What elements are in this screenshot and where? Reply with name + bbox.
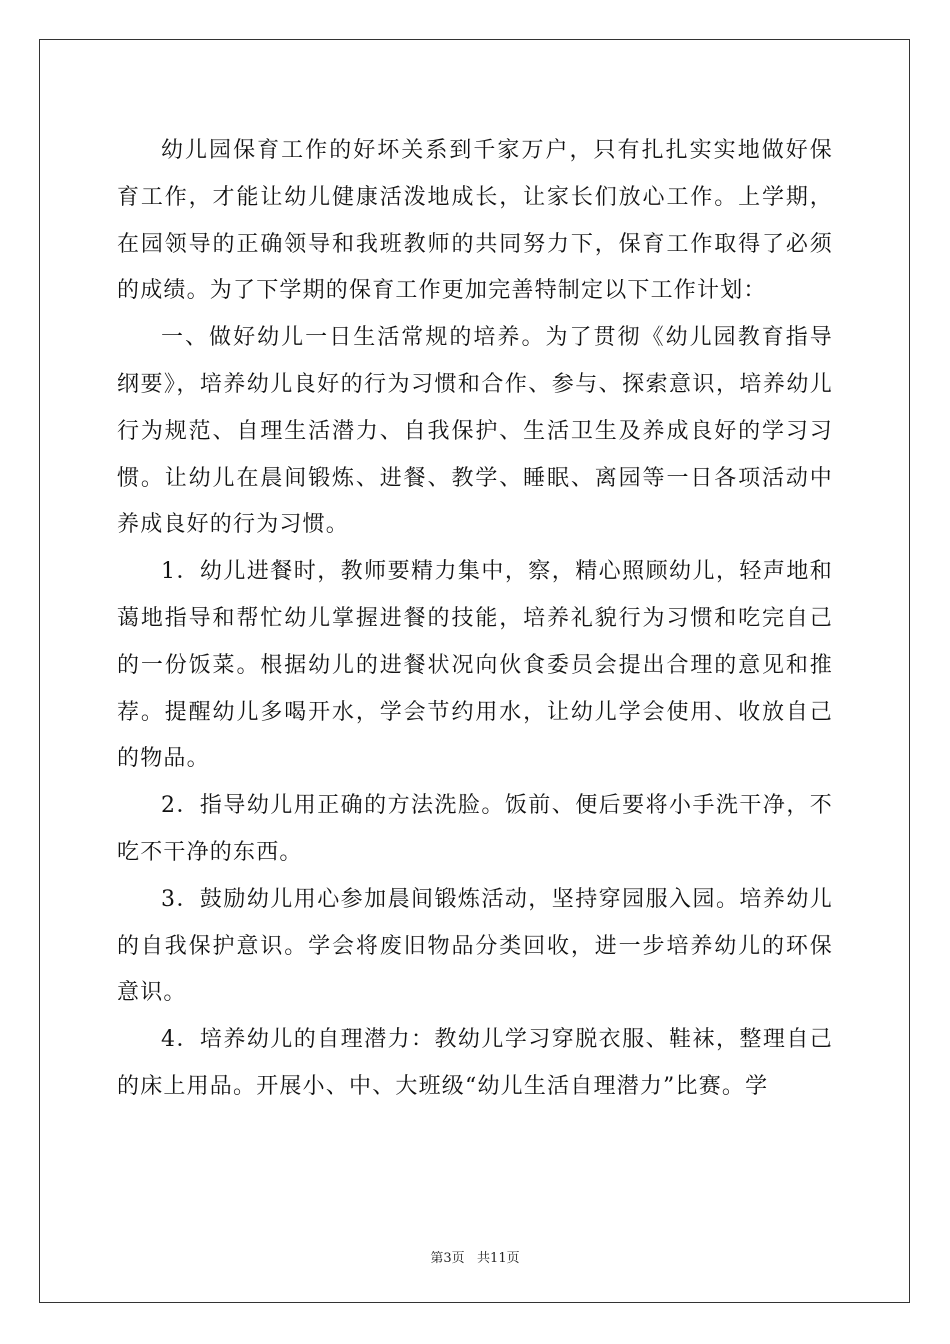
- document-body: [117, 128, 833, 1111]
- paragraph-item-2: 2．指导幼儿用正确的方法洗脸。饭前、便后要将小手洗干净，不吃不干净的东西。: [117, 793, 833, 865]
- paragraph-section-1: 一、做好幼儿一日生活常规的培养。为了贯彻《幼儿园教育指导纲要》，培养幼儿良好的行为习惯和合作、参与、探索意识，培养幼儿行为规范、自理生活潜力、自我保护、生活卫生及养成良好的学习习惯。让幼儿在晨间锻炼、进餐、教学、睡眠、离园等一日各项活动中养成良好的行为习惯。: [117, 325, 833, 538]
- paragraph-item-4: 4．培养幼儿的自理潜力：教幼儿学习穿脱衣服、鞋袜，整理自己的床上用品。开展小、中、大班级“幼儿生活自理潜力”比赛。学: [117, 1027, 833, 1099]
- paragraph-intro: 幼儿园保育工作的好坏关系到千家万户，只有扎扎实实地做好保育工作，才能让幼儿健康活泼地成长，让家长们放心工作。上学期，在园领导的正确领导和我班教师的共同努力下，保育工作取得了必须的成绩。为了下学期的保育工作更加完善特制定以下工作计划：: [117, 138, 833, 304]
- paragraph-item-1: 1．幼儿进餐时，教师要精力集中，察，精心照顾幼儿，轻声地和蔼地指导和帮忙幼儿掌握进餐的技能，培养礼貌行为习惯和吃完自己的一份饭菜。根据幼儿的进餐状况向伙食委员会提出合理的意见和推荐。提醒幼儿多喝开水，学会节约用水，让幼儿学会使用、收放自己的物品。: [117, 559, 833, 772]
- paragraph-item-3: 3．鼓励幼儿用心参加晨间锻炼活动，坚持穿园服入园。培养幼儿的自我保护意识。学会将废旧物品分类回收，进一步培养幼儿的环保意识。: [117, 886, 833, 1006]
- page-number-footer: 第3页 共11页: [430, 1251, 520, 1266]
